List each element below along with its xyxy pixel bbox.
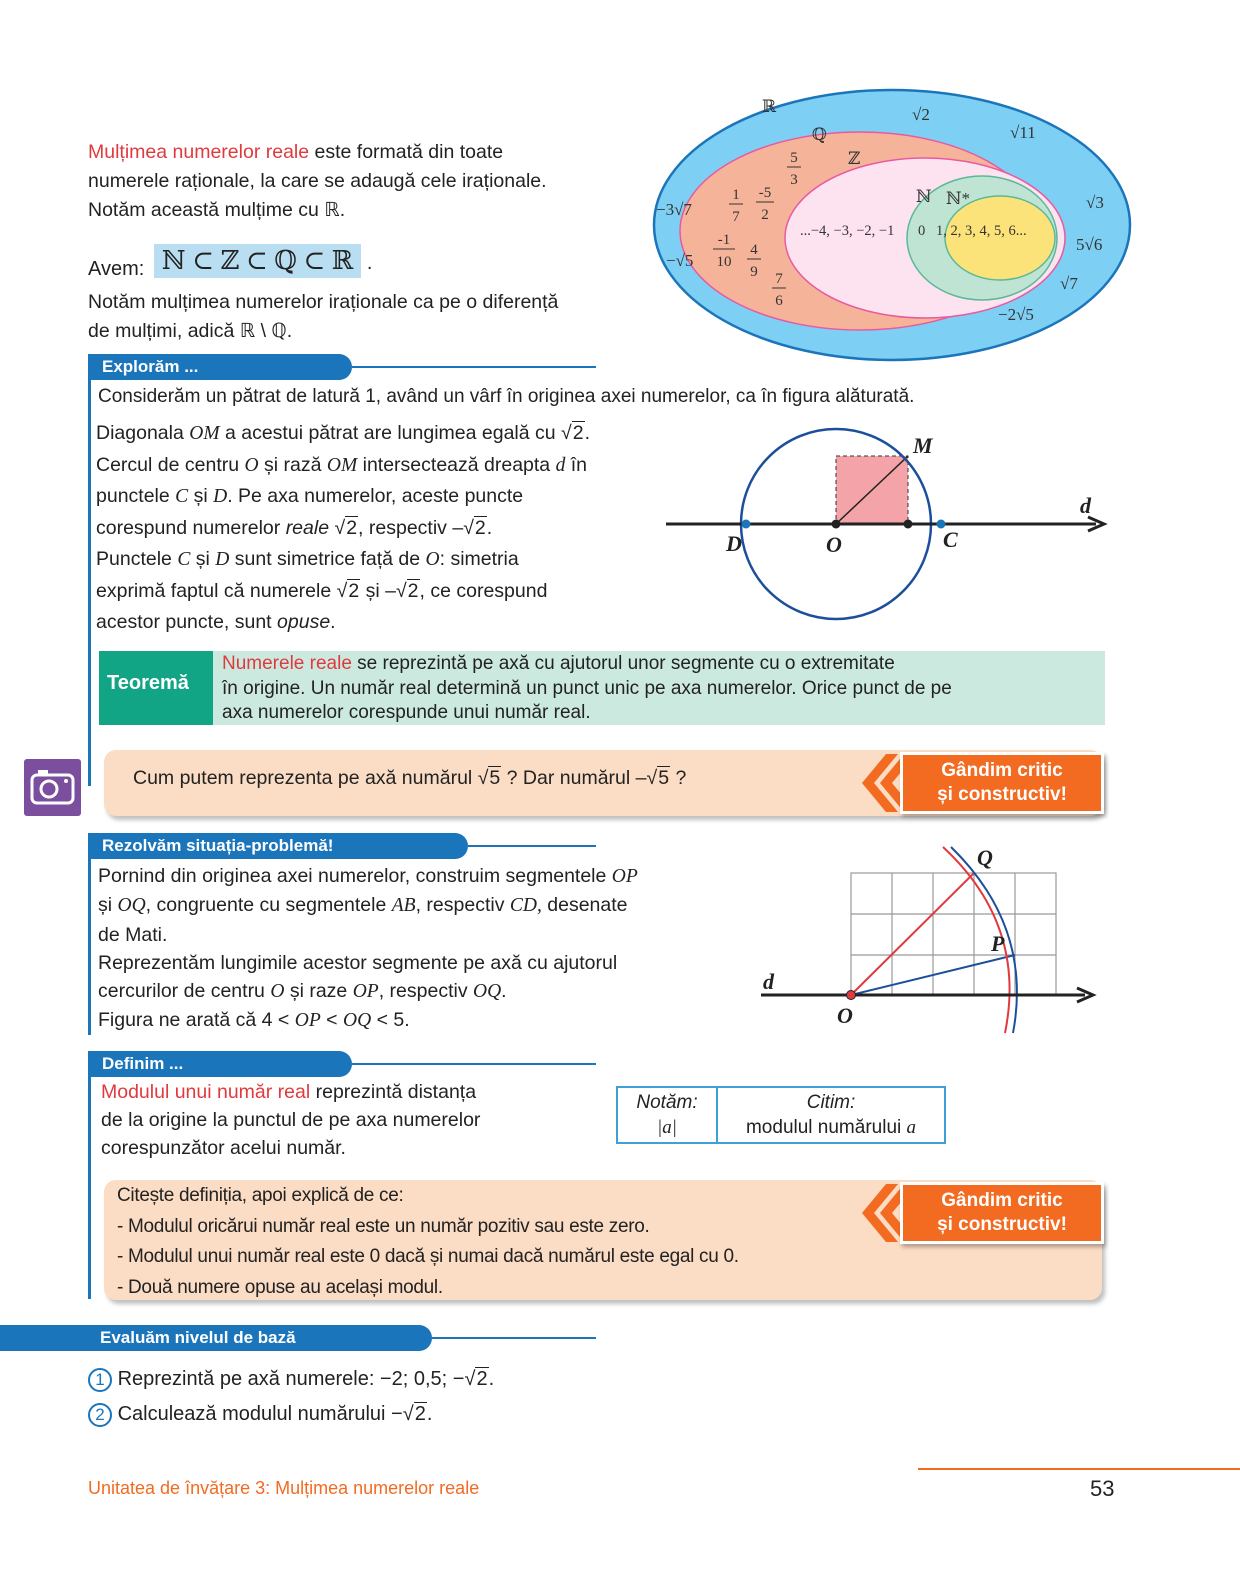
intro-p2-line1: Notăm mulțimea numerelor iraționale ca pe o diferență	[88, 291, 559, 313]
label-O-2: O	[837, 1003, 853, 1028]
irr-msqrt5: −√5	[666, 251, 694, 270]
frac-53-den: 3	[790, 172, 798, 188]
definim-text: Modulul unui număr real reprezintă distanța de la origine la punctul de pe axa numerelor corespunzător acelui număr.	[101, 1081, 481, 1159]
label-C: C	[943, 527, 958, 552]
label-Z: ℤ	[848, 149, 861, 168]
section-tab-evaluam: Evaluăm nivelul de bază	[0, 1325, 432, 1351]
irr-sqrt3: √3	[1086, 193, 1104, 212]
teorema-text: Numerele reale se reprezintă pe axă cu ajutorul unor segmente cu o extremitate în origine. Un număr real determină un punct unic pe axa numerelor. Orice punct de pe axa numerelor corespunde unui număr real.	[222, 653, 952, 723]
irr-m3sqrt7: −3√7	[656, 200, 692, 219]
exercise-number-2: 2	[88, 1403, 112, 1427]
intro-p2-line2: de mulțimi, adică ℝ \ ℚ.	[88, 320, 293, 342]
irr-m2sqrt5: −2√5	[998, 305, 1034, 324]
ex-line2: Diagonala OM a acestui pătrat are lungimea egală cu √2.	[96, 418, 666, 450]
label-d-2: d	[763, 969, 774, 994]
avem-row	[88, 244, 372, 280]
frac-m110-num: -1	[717, 232, 731, 248]
figure-circle-square	[660, 425, 1110, 625]
exercise-2: 2 Calculează modulul numărului −√2.	[88, 1399, 432, 1429]
footer-line	[918, 1468, 1240, 1470]
frac-m110-den: 10	[716, 254, 732, 270]
section-tab-rezolvam: Rezolvăm situația-problemă!	[88, 833, 468, 859]
intro-line2: numerele raționale, la care se adaugă cele iraționale.	[88, 170, 547, 192]
irr-5sqrt6: 5√6	[1076, 235, 1103, 254]
ex-line8: acestor puncte, sunt opuse.	[96, 611, 336, 633]
teorema-box	[99, 651, 1105, 725]
exercise-number-1: 1	[88, 1368, 112, 1392]
point-O	[832, 520, 841, 529]
avem-end: .	[366, 252, 373, 274]
negative-integers: ...−4, −3, −2, −1	[800, 223, 895, 239]
ex-line5: corespund numerelor reale √2, respectiv –√2.	[96, 516, 493, 539]
section-line-definim	[352, 1063, 596, 1065]
section-line-exploram	[352, 366, 596, 368]
irr-sqrt11: √11	[1010, 123, 1036, 142]
label-d: d	[1080, 493, 1091, 518]
definim-highlight: Modulul unui număr real	[101, 1081, 311, 1103]
page-number: 53	[1090, 1476, 1115, 1501]
venn-diagram	[650, 88, 1140, 368]
frac-m52-den: 2	[761, 207, 769, 223]
exploram-line1: Considerăm un pătrat de latură 1, având un vârf în originea axei numerelor, ca în figura alăturată.	[98, 386, 915, 407]
label-Q: ℚ	[812, 125, 827, 144]
label-Nstar: ℕ*	[946, 189, 971, 208]
label-R: ℝ	[762, 97, 777, 116]
label-O: O	[826, 532, 842, 557]
frac-17-num: 1	[732, 187, 740, 203]
segment-OQ	[851, 873, 974, 995]
exploram-text	[96, 418, 666, 639]
frac-m52-num: -5	[758, 185, 772, 201]
intro-line1: este formată din toate	[309, 141, 504, 163]
label-M: M	[913, 433, 933, 458]
teorema-highlight: Numerele reale	[222, 653, 352, 674]
frac-76-num: 7	[775, 271, 783, 287]
label-P: P	[991, 931, 1005, 956]
section-line-rezolvam	[468, 845, 596, 847]
left-bar-exploram	[88, 366, 91, 786]
notam-cell: Notăm: |a|	[618, 1088, 718, 1144]
point-1	[904, 520, 913, 529]
frac-49-num: 4	[750, 242, 758, 258]
left-bar-definim	[88, 1063, 91, 1299]
rezolvam-text: Pornind din originea axei numerelor, construim segmentele OP și OQ, congruente cu segmentele AB, respectiv CD, desenate de Mati. Reprezentăm lungimile acestor segmente pe axă cu ajutorul cercurilor de centru O și raze OP, respectiv OQ. Figura ne arată că 4 < OP < OQ < 5.	[98, 865, 638, 1032]
critic-text-2: Citește definiția, apoi explică de ce: - Modulul oricărui număr real este un număr pozitiv sau este zero. - Modulul unui număr real este 0 dacă și numai dacă numărul este egal cu 0. - Două numere opuse au același modul.	[117, 1185, 739, 1298]
ex-line7: exprimă faptul că numerele √2 și –√2, ce corespund	[96, 579, 548, 602]
camera-icon[interactable]	[24, 759, 81, 816]
gandim-critic-badge-1: Gândim critic și constructiv!	[900, 752, 1104, 814]
frac-76-den: 6	[775, 293, 783, 309]
section-tab-definim: Definim ...	[88, 1051, 352, 1077]
section-line-evaluam	[432, 1337, 596, 1339]
ex-line4: punctele C și D. Pe axa numerelor, aceste puncte	[96, 485, 524, 507]
label-D: D	[726, 531, 742, 556]
notation-table	[616, 1086, 946, 1144]
exercise-1: 1 Reprezintă pe axă numerele: −2; 0,5; −√2.	[88, 1364, 494, 1394]
critic-question-1: Cum putem reprezenta pe axă numărul √5 ? Dar numărul –√5 ?	[133, 767, 687, 789]
section-tab-exploram: Explorăm ...	[88, 354, 352, 380]
frac-49-den: 9	[750, 264, 758, 280]
ex-line3: Cercul de centru O și rază OM intersectează dreapta d în	[96, 453, 588, 476]
figure-grid-arcs	[755, 845, 1100, 1040]
arc-OP	[951, 847, 1017, 1033]
citim-cell: Citim: modulul numărului a	[745, 1092, 917, 1138]
intro-highlight: Mulțimea numerelor reale	[88, 141, 310, 163]
avem-label: Avem:	[88, 258, 145, 280]
avem-formula: ℕ ⊂ ℤ ⊂ ℚ ⊂ ℝ	[154, 244, 361, 278]
zero: 0	[918, 223, 926, 239]
sqrt-symbol: √2	[561, 422, 584, 444]
left-bar-rezolvam	[88, 845, 91, 1035]
intro-text	[88, 138, 648, 225]
footer-unit: Unitatea de învățare 3: Mulțimea numerelor reale	[88, 1478, 480, 1498]
frac-17-den: 7	[732, 209, 740, 225]
point-D	[742, 520, 751, 529]
label-Q: Q	[977, 845, 993, 870]
irr-sqrt2: √2	[912, 105, 930, 124]
ex-line6: Punctele C și D sunt simetrice față de O: simetria	[96, 548, 519, 570]
intro-para2	[88, 288, 658, 346]
frac-53-num: 5	[790, 150, 798, 166]
intro-line3: Notăm această mulțime cu ℝ.	[88, 199, 346, 221]
irr-sqrt7: √7	[1060, 274, 1078, 293]
point-O-2	[847, 991, 856, 1000]
naturals-star: 1, 2, 3, 4, 5, 6...	[936, 223, 1027, 239]
label-N: ℕ	[916, 187, 932, 206]
teorema-label: Teoremă	[99, 651, 213, 725]
gandim-critic-badge-2: Gândim critic și constructiv!	[900, 1182, 1104, 1244]
